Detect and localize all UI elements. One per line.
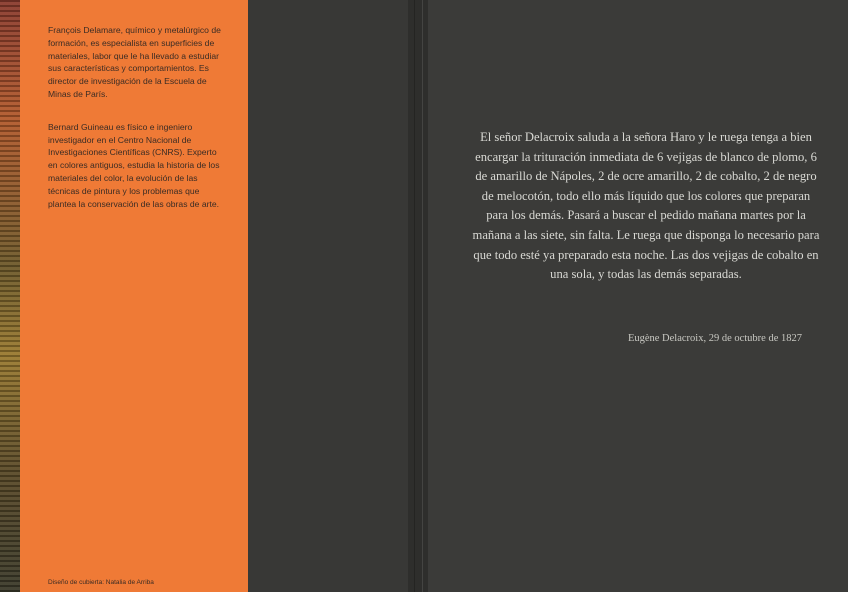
epigraph-page [428, 0, 848, 592]
cover-flap [20, 0, 248, 592]
epigraph-signature: Eugène Delacroix, 29 de octubre de 1827 [627, 333, 802, 344]
cover-design-credit: Diseño de cubierta: Natalia de Arriba [48, 579, 154, 586]
author-bio-delamare: François Delamare, químico y metalúrgico de formación, es especialista en superficies de materiales, labor que le ha llevado a estudiar sus características y comportamientos. Es director de investigación de la Escuela de Minas de París. [48, 25, 221, 99]
page-fold [408, 0, 428, 592]
inner-cover [248, 0, 408, 592]
book-edge [0, 0, 20, 592]
epigraph-quote: El señor Delacroix saluda a la señora Haro y le ruega tenga a bien encargar la trituración inmediata de 6 vejigas de blanco de plomo, 6 de amarillo de Nápoles, 2 de ocre amarillo, 2 de cobalto, 2 de negro de melocotón, todo ello más líquido que los colores que preparan para los demás. Pasará a buscar el pedido mañana martes por la mañana a las siete, sin falta. Le ruega que disponga lo necesario para que todo esté ya preparado esta noche. Las dos vejigas de cobalto en una sola, y todas las demás separadas. [472, 130, 820, 282]
author-bios [48, 24, 228, 230]
author-bio-guineau: Bernard Guineau es físico e ingeniero investigador en el Centro Nacional de Investigaciones Científicas (CNRS). Experto en colores antiguos, estudia la historia de los materiales del color, la evolución de las técnicas de pintura y los problemas que plantea la conservación de las obras de arte. [48, 121, 220, 209]
